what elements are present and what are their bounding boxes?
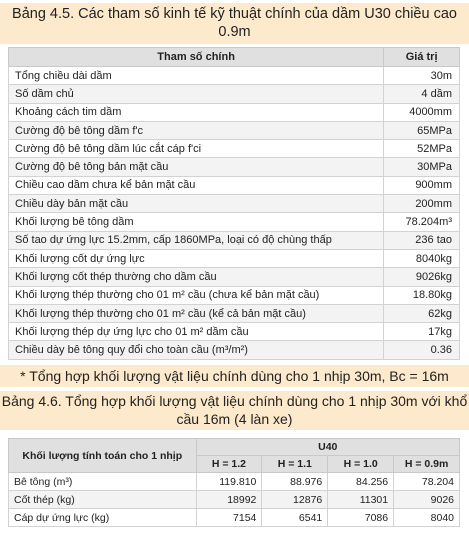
row-label: Bê tông (m³)	[9, 473, 197, 491]
parameter-value: 200mm	[384, 195, 460, 213]
table-4-5-caption: Bảng 4.5. Các tham số kinh tế kỹ thuật chính của dầm U30 chiều cao 0.9m	[0, 3, 469, 44]
row-header: Khối lượng tính toán cho 1 nhịp	[9, 439, 197, 473]
table-row	[9, 491, 460, 509]
parameter-label: Khoảng cách tim dầm	[9, 103, 384, 121]
table-cell: 11301	[328, 491, 394, 509]
table-row	[9, 103, 460, 121]
column-header-h: H = 1.2	[196, 456, 262, 473]
parameter-value: 78.204m³	[384, 213, 460, 231]
table-cell: 7154	[196, 509, 262, 527]
table-row	[9, 85, 460, 103]
table-row	[9, 158, 460, 176]
parameter-value: 30m	[384, 67, 460, 85]
parameter-value: 62kg	[384, 304, 460, 322]
parameter-value: 900mm	[384, 176, 460, 194]
table-cell: 88.976	[262, 473, 328, 491]
parameter-label: Khối lượng cốt dự ứng lực	[9, 249, 384, 267]
table-row	[9, 213, 460, 231]
table-row	[9, 473, 460, 491]
parameter-value: 65MPa	[384, 121, 460, 139]
parameter-label: Chiều dày bản mặt cầu	[9, 195, 384, 213]
parameters-table	[8, 47, 460, 360]
parameter-label: Khối lượng thép thường cho 01 m² cầu (kể cả bản mặt cầu)	[9, 304, 384, 322]
table-cell: 9026	[394, 491, 460, 509]
parameter-value: 8040kg	[384, 249, 460, 267]
parameter-label: Cường độ bê tông dầm lúc cắt cáp f'ci	[9, 140, 384, 158]
parameter-label: Chiều cao dầm chưa kể bản mặt cầu	[9, 176, 384, 194]
table-row	[9, 231, 460, 249]
table-row	[9, 509, 460, 527]
table-row	[9, 304, 460, 322]
table-cell: 84.256	[328, 473, 394, 491]
parameter-label: Khối lượng thép dự ứng lực cho 01 m² dầm cầu	[9, 323, 384, 341]
table-4-6-caption: Bảng 4.6. Tổng hợp khối lượng vật liệu chính dùng cho 1 nhịp 30m với khổ cầu 16m (4 làn xe)	[0, 391, 469, 430]
parameter-value: 30MPa	[384, 158, 460, 176]
table-row	[9, 249, 460, 267]
parameter-label: Cường độ bê tông bản mặt cầu	[9, 158, 384, 176]
parameter-label: Cường độ bê tông dầm f'c	[9, 121, 384, 139]
parameter-value: 4000mm	[384, 103, 460, 121]
column-header-h: H = 1.0	[328, 456, 394, 473]
row-label: Cốt thép (kg)	[9, 491, 197, 509]
parameter-value: 52MPa	[384, 140, 460, 158]
table-header-row	[9, 439, 460, 456]
table-row	[9, 323, 460, 341]
table-cell: 7086	[328, 509, 394, 527]
parameter-label: Số dầm chủ	[9, 85, 384, 103]
parameter-label: Khối lượng bê tông dầm	[9, 213, 384, 231]
table-header-row	[9, 48, 460, 67]
table-row	[9, 341, 460, 359]
column-header-value: Giá trị	[384, 48, 460, 67]
table-cell: 78.204	[394, 473, 460, 491]
parameter-label: Chiều dày bê tông quy đổi cho toàn cầu (m³/m²)	[9, 341, 384, 359]
parameter-label: Khối lượng cốt thép thường cho dầm cầu	[9, 268, 384, 286]
table-cell: 18992	[196, 491, 262, 509]
column-header-h: H = 1.1	[262, 456, 328, 473]
parameter-value: 17kg	[384, 323, 460, 341]
table-row	[9, 67, 460, 85]
table-cell: 119.810	[196, 473, 262, 491]
parameter-value: 236 tao	[384, 231, 460, 249]
summary-note: * Tổng hợp khối lượng vật liệu chính dùng cho 1 nhịp 30m, Bc = 16m	[0, 365, 469, 387]
table-row	[9, 268, 460, 286]
table-cell: 6541	[262, 509, 328, 527]
table-row	[9, 286, 460, 304]
parameter-label: Số tao dự ứng lực 15.2mm, cấp 1860MPa, loại có độ chùng thấp	[9, 231, 384, 249]
material-quantity-table	[8, 438, 460, 527]
parameter-value: 18.80kg	[384, 286, 460, 304]
row-label: Cáp dự ứng lực (kg)	[9, 509, 197, 527]
parameter-label: Khối lượng thép thường cho 01 m² cầu (chưa kể bản mặt cầu)	[9, 286, 384, 304]
parameter-value: 4 dầm	[384, 85, 460, 103]
column-header-parameter: Tham số chính	[9, 48, 384, 67]
table-cell: 12876	[262, 491, 328, 509]
table-cell: 8040	[394, 509, 460, 527]
table-row	[9, 176, 460, 194]
table-row	[9, 140, 460, 158]
parameter-value: 9026kg	[384, 268, 460, 286]
column-header-h: H = 0.9m	[394, 456, 460, 473]
parameter-value: 0.36	[384, 341, 460, 359]
table-row	[9, 195, 460, 213]
group-header-u40: U40	[196, 439, 460, 456]
parameter-label: Tổng chiều dài dầm	[9, 67, 384, 85]
table-row	[9, 121, 460, 139]
